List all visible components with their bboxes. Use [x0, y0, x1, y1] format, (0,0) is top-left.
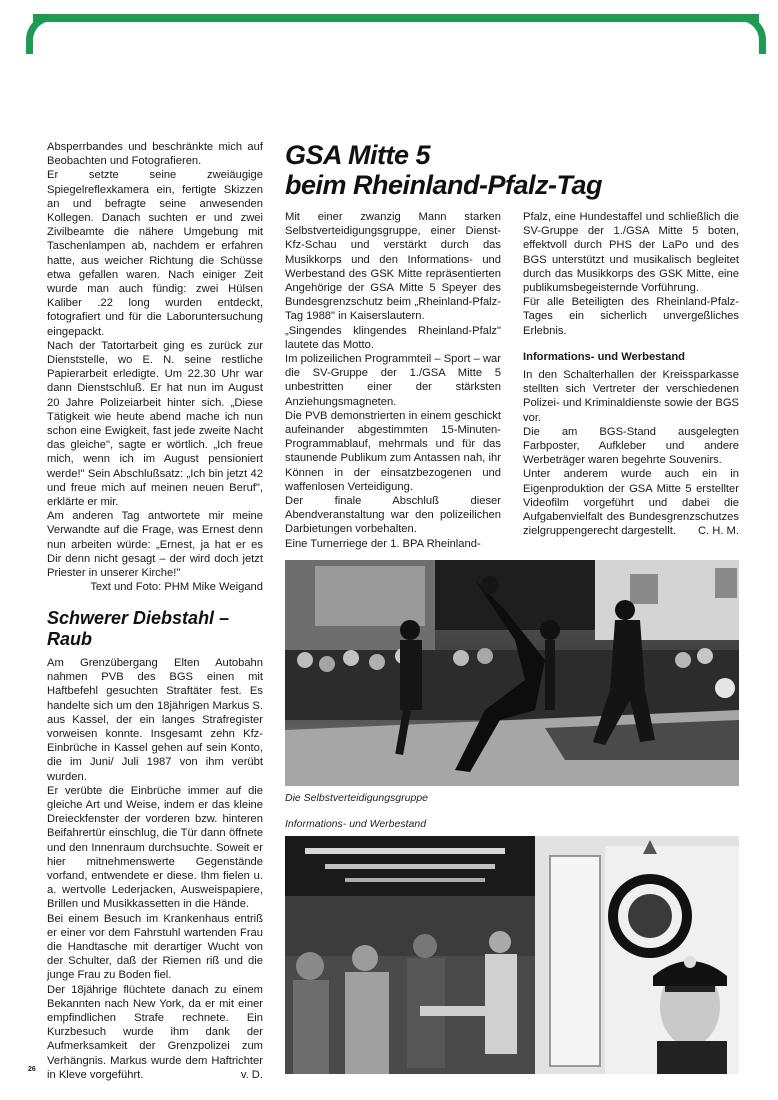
self-defense-photo-image [285, 560, 739, 786]
continued-article-column [47, 140, 263, 595]
paragraph: Der 18jährige flüchtete danach zu einem Bekannten nach New York, da er mit einer empfindlichen Strafe rechnete. Ein Kurzbesuch wurde ihm dank der Aufmerksamkeit der Grenzpolizei zum Verhängnis. Markus wurde dem Haftrichter in Kleve vorgeführt. [47, 983, 263, 1081]
headline-line: GSA Mitte 5 [285, 140, 431, 170]
paragraph: Pfalz, eine Hundestaffel und schließlich die SV-Gruppe der 1./GSA Mitte 5 boten, effektvoll durch PHS der LaPo und des BGS unterstützt und musikalisch begleitet durch das Musikkorps des GSK Mitte, eine publikumsbegeisternde Vorführung. [523, 211, 739, 295]
author-signature: Text und Foto: PHM Mike Weigand [90, 581, 263, 594]
paragraph: Absperrbandes und beschränkte mich auf Beobachten und Fotografieren. [47, 141, 263, 168]
information-stand-photo [285, 836, 739, 1074]
paragraph: Eine Turnerriege der 1. BPA Rheinland- [285, 537, 481, 550]
side-article-body [47, 656, 263, 1082]
main-article-column-1 [285, 210, 501, 551]
paragraph: Mit einer zwanzig Mann starken Selbstverteidigungsgruppe, einer Dienst-Kfz-Schau und verstärkt durch das Musikkorps und den Informations- und Werbestand des GSK Mitte repräsentierten Angehörige der GSA Mitte 5 Speyer des Bundesgrenzschutz beim „Rheinland-Pfalz-Tag 1988" in Kaiserslautern. [285, 211, 501, 323]
information-stand-photo-image [285, 836, 739, 1074]
paragraph: In den Schalterhallen der Kreissparkasse stellten sich Vertreter der verschiedenen Polizei- und Kriminaldienste sowie der BGS vor. [523, 369, 739, 424]
paragraph: Bei einem Besuch im Krankenhaus entriß er einer vor dem Fahrstuhl wartenden Frau die Handtasche mit derartiger Wucht von der Schulter, daß der Riemen riß und die junge Frau zu Boden fiel. [47, 912, 263, 982]
top-green-frame [26, 14, 766, 54]
paragraph: Der finale Abschluß dieser Abendveranstaltung war den polizeilichen Darbietungen vorbehalten. [285, 495, 501, 536]
section-subheading: Informations- und Werbestand [523, 350, 686, 363]
paragraph: Nach der Tatortarbeit ging es zurück zur Dienststelle, wo E. N. seine restliche Papierarbeit erledigte. Um 22.30 Uhr war dann Dienstschluß. Er hat nun im August 20 Jahre Polizeiarbeit hinter sich. „Diese Tätigkeit wie heute abend mache ich nun schon eine Ewigkeit, fast jede zweite Nacht das gleiche", sagte er wörtlich. „Ich freue mich, wenn ich im August pensioniert werde!" Sein Abschlußsatz: „Ich bin jetzt 42 und freue mich auf meinen neuen Beruf", erklärte er mir. [47, 339, 263, 509]
main-headline [285, 140, 745, 200]
paragraph: Für alle Beteiligten des Rheinland-Pfalz-Tages ein sicherlich unvergeßliches Erlebnis. [523, 296, 739, 337]
paragraph: Die PVB demonstrierten in einem geschickt aufeinander abgestimmten 15-Minuten-Programmablauf, mehrmals und für das staunende Publikum zum Antassen nah, ihr Können in der einsatzbezogenen und waffenlosen Verteidigung. [285, 409, 501, 493]
paragraph: Unter anderem wurde auch ein in Eigenproduktion der GSA Mitte 5 erstellter Videofilm vorgeführt und dabei die Aufgabenvielfalt des Bundesgrenzschutzes zielgruppengerecht dargestellt. [523, 468, 739, 538]
paragraph: Die am BGS-Stand ausgelegten Farbposter, Aufkleber und andere Werbeträger waren begehrte Souvenirs. [523, 425, 739, 467]
self-defense-photo [285, 560, 739, 786]
author-signature: C. H. M. [697, 525, 739, 538]
main-article-column-2 [523, 210, 739, 539]
photo-caption: Die Selbstverteidigungsgruppe [285, 792, 429, 804]
paragraph: Im polizeilichen Programmteil – Sport – war die SV-Gruppe der 1./GSA Mitte 5 unbestritten einer der stärksten Anziehungsmagneten. [285, 353, 501, 408]
side-article-headline [47, 608, 267, 650]
paragraph: Am anderen Tag antwortete mir meine Verwandte auf die Frage, was Ernest denn nun arbeiten würde: „Ernest, ja hat er es Dir denn nicht gesagt – der wird doch jetzt Priester in unserer Kirche!" [47, 510, 263, 580]
headline-line: Raub [47, 629, 92, 649]
headline-line: Schwerer Diebstahl – [47, 608, 230, 628]
paragraph: „Singendes klingendes Rheinland-Pfalz" lautete das Motto. [285, 324, 501, 351]
paragraph: Er verübte die Einbrüche immer auf die gleiche Art und Weise, indem er das kleine Dreieckfenster der vorderen bzw. hinteren Beifahrertür einschlug, die Tür dann öffnete und den Innenraum durchsuchte. Soweit er hier mitnehmenswerte Gegenstände vorfand, entwendete er diese. Ihm fielen u. a. wertvolle Lederjacken, Ausweispapiere, Brillen und Musikkassetten in die Hände. [47, 784, 263, 911]
photo-caption: Informations- und Werbestand [285, 818, 427, 830]
author-signature: v. D. [240, 1069, 263, 1082]
paragraph: Am Grenzübergang Elten Autobahn nahmen PVB des BGS einen mit Haftbefehl gesuchten Straftäter fest. Es handelte sich um den 18jährigen Markus S. aus Kassel, der ein langes Strafregister vorweisen konnte. Insgesamt zehn Kfz-Einbrüche in Kassel gehen auf sein Konto, die im Juni/ Juli 1987 von ihm verübt wurden. [47, 657, 263, 783]
page-number: 26 [28, 1066, 36, 1073]
paragraph: Er setzte seine zweiäugige Spiegelreflexkamera ein, fertigte Skizzen an und befragte seine anwesenden Kollegen. Danach suchten er und zwei Zivilbeamte die nähere Umgebung mit Taschenlampen ab, nachdem er erfahren hatte, aus weicher Richtung die Schüsse etwa gefallen waren. Nach einiger Zeit wurde man auch fündig: zwei Hülsen Kaliber .22 long wurden entdeckt, fotografiert und für die Laboruntersuchung eingepackt. [47, 169, 263, 338]
headline-line: beim Rheinland-Pfalz-Tag [285, 170, 603, 200]
